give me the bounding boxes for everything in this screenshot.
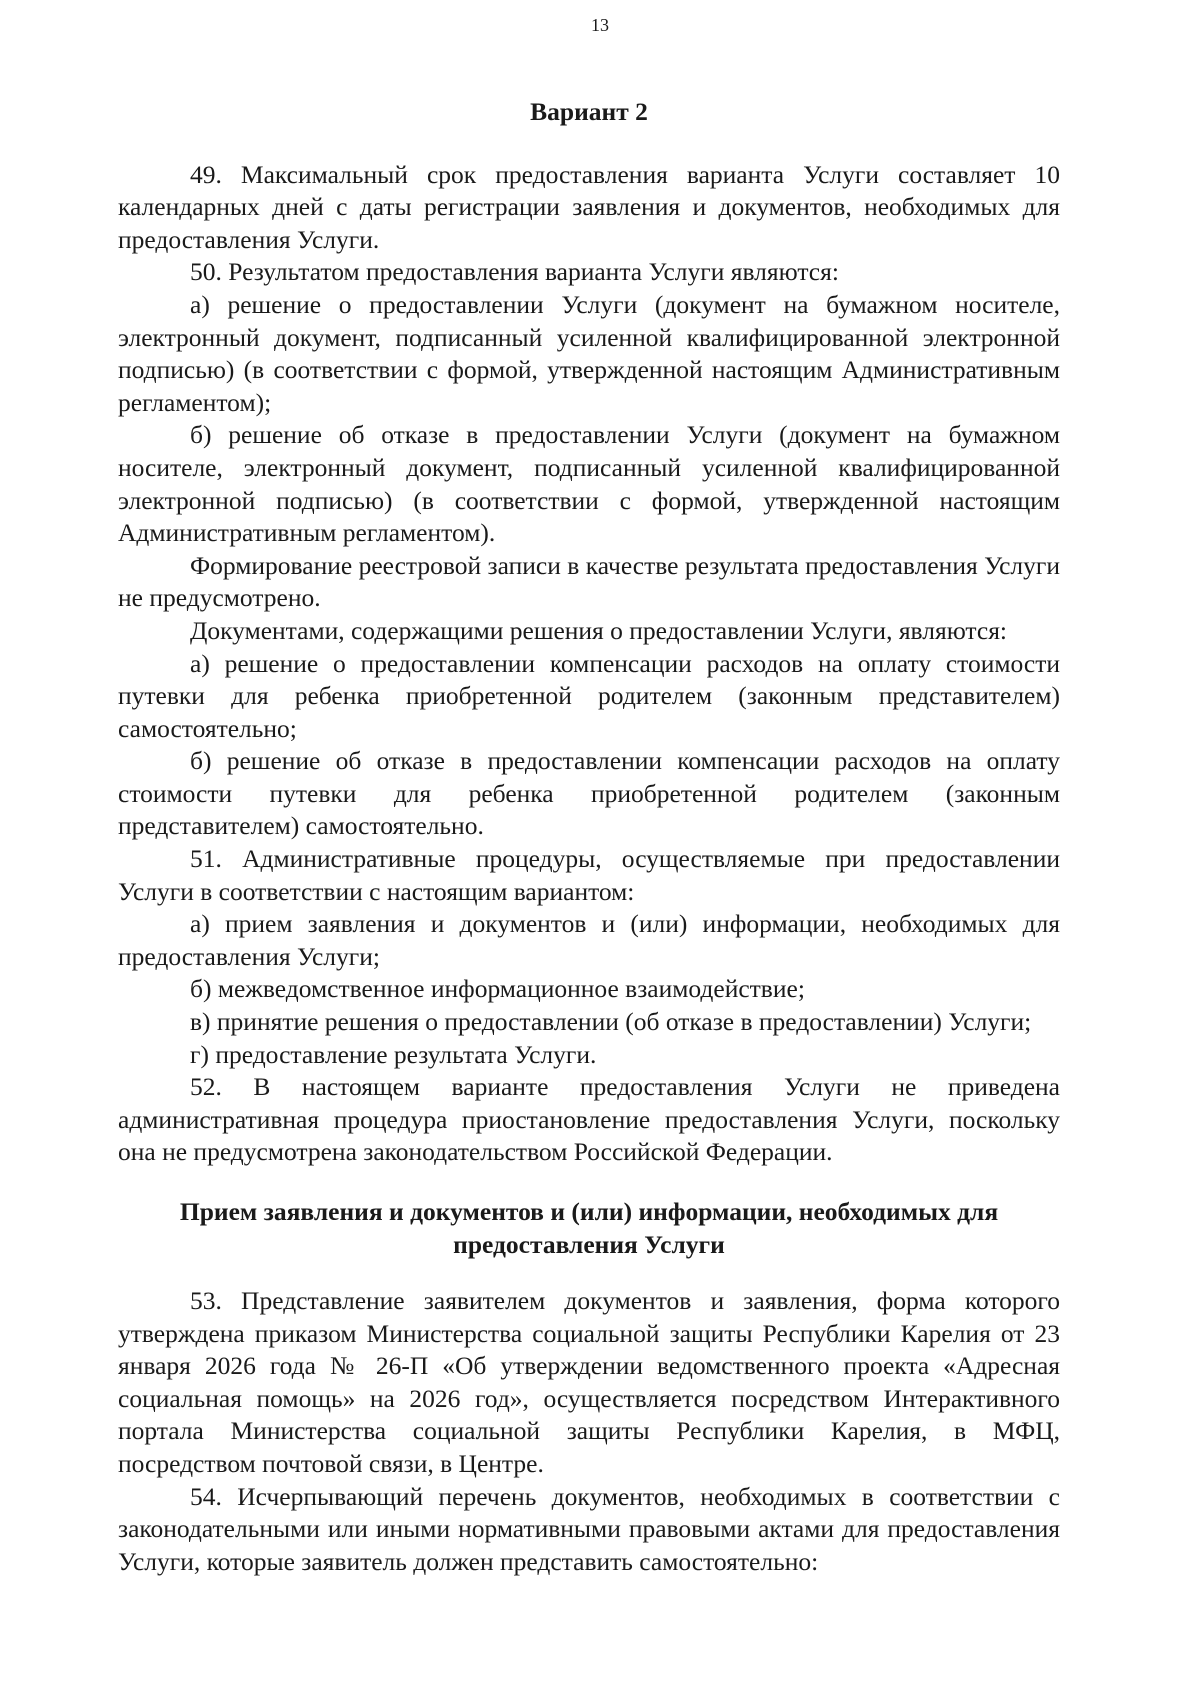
section-heading [118,1195,1060,1261]
paragraph-decision-b: б) решение об отказе в предоставлении компенсации расходов на оплату стоимости путевки для ребенка приобретенной родителем (законным представителем) самостоятельно. [118,746,1060,841]
paragraph-registry-record: Формирование реестровой записи в качестве результата предоставления Услуги не предусмотрено. [118,550,1060,613]
section-heading-line-1: Прием заявления и документов и (или) информации, необходимых для [179,1197,999,1226]
section-heading-line-2: предоставления Услуги [453,1230,725,1259]
paragraph-51a: а) прием заявления и документов и (или) информации, необходимых для предоставления Услуги; [118,909,1060,971]
paragraph-51d: г) предоставление результата Услуги. [190,1039,597,1069]
paragraph-decision-a: а) решение о предоставлении компенсации расходов на оплату стоимости путевки для ребенка приобретенной родителем (законным представителем) самостоятельно; [118,648,1060,743]
paragraph-51c: в) принятие решения о предоставлении (об отказе в предоставлении) Услуги; [190,1007,1032,1037]
page-number: 13 [591,15,609,35]
paragraph-50: 50. Результатом предоставления варианта Услуги являются: [190,257,839,287]
paragraph-51: 51. Административные процедуры, осуществляемые при предоставлении Услуги в соответствии с настоящим вариантом: [118,844,1060,906]
paragraph-53: 53. Представление заявителем документов и заявления, форма которого утверждена приказом Министерства социальной защиты Республики Карелия от 23 января 2026 года № 26-П «Об утверждении ведомственного проекта «Адресная социальная помощь» на 2026 год», осуществляется посредством Интерактивного портала Министерства социальной защиты Республики Карелия, в МФЦ, посредством почтовой связи, в Центре. [118,1286,1060,1478]
paragraph-52: 52. В настоящем варианте предоставления Услуги не приведена административная процедура приостановление предоставления Услуги, поскольку она не предусмотрена законодательством Российской Федерации. [118,1072,1060,1167]
body-block-1 [118,159,1060,1169]
paragraph-50b: б) решение об отказе в предоставлении Услуги (документ на бумажном носителе, электронный документ, подписанный усиленной квалифицированной электронной подписью) (в соответствии с формой, утвержденной настоящим Административным регламентом). [118,420,1060,548]
paragraph-49: 49. Максимальный срок предоставления варианта Услуги составляет 10 календарных дней с даты регистрации заявления и документов, необходимых для предоставления Услуги. [118,159,1060,254]
variant-heading: Вариант 2 [530,97,648,126]
paragraph-decision-documents: Документами, содержащими решения о предоставлении Услуги, являются: [190,615,1008,645]
paragraph-54: 54. Исчерпывающий перечень документов, необходимых в соответствии с законодательными или иными нормативными правовыми актами для предоставления Услуги, которые заявитель должен представить самостоятельно: [118,1481,1060,1576]
paragraph-51b: б) межведомственное информационное взаимодействие; [190,974,805,1004]
paragraph-50a: а) решение о предоставлении Услуги (документ на бумажном носителе, электронный документ, подписанный усиленной квалифицированной электронной подписью) (в соответствии с формой, утвержденной настоящим Административным регламентом); [118,289,1060,417]
body-block-2 [118,1285,1060,1578]
